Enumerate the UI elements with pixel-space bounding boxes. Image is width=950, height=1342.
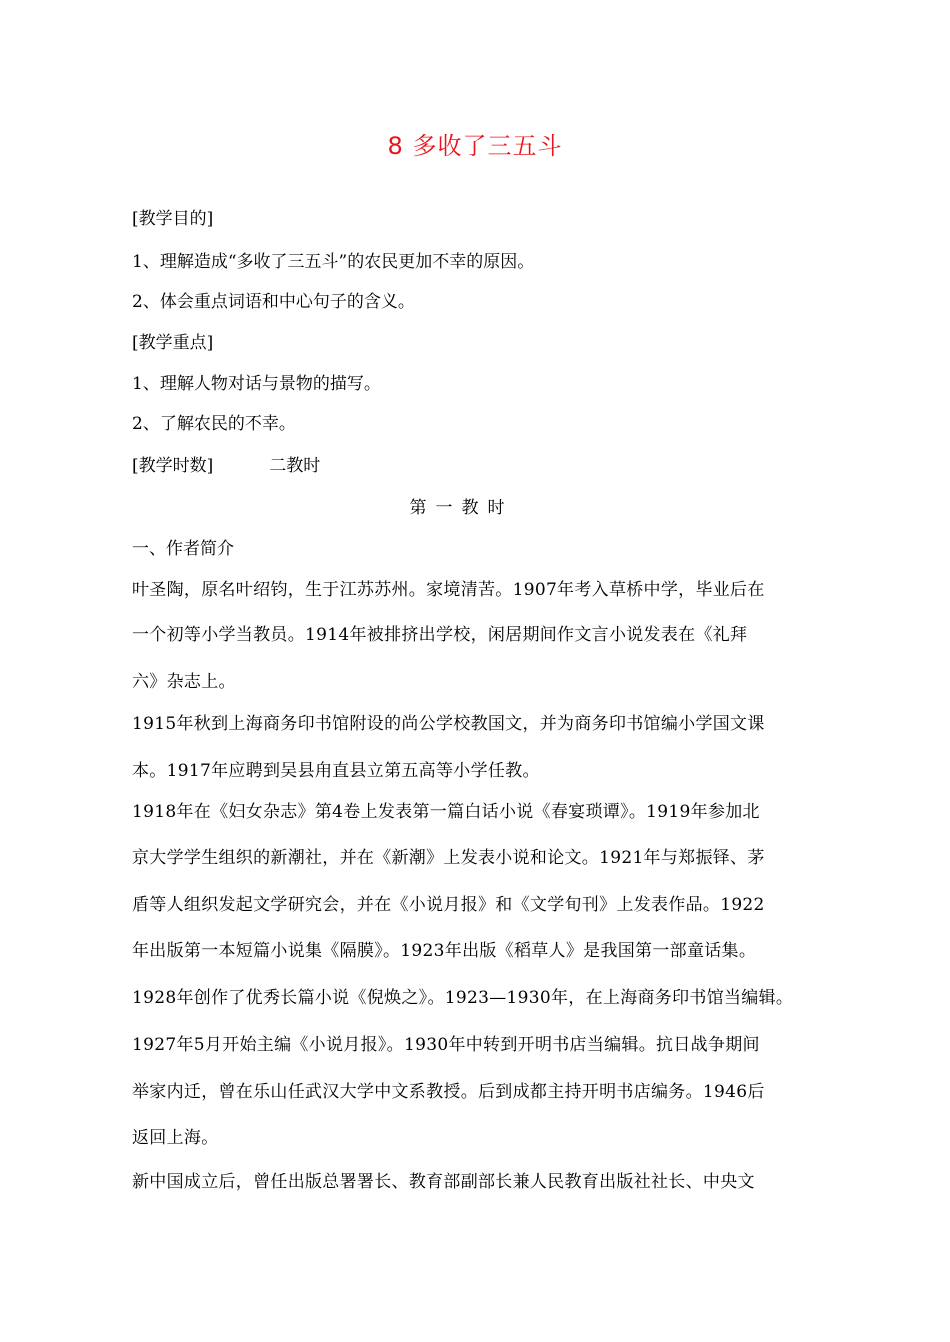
lesson-heading: 第一教时 [409,498,514,518]
goal-item-2: 2、体会重点词语和中心句子的含义。 [132,292,415,312]
teaching-hours [132,454,320,478]
section-heading: 一、作者简介 [132,539,234,559]
body-line: 年出版第一本短篇小说集《隔膜》。1923年出版《稻草人》是我国第一部童话集。 [132,941,757,961]
body-line: 1915年秋到上海商务印书馆附设的尚公学校教国文，并为商务印书馆编小学国文课 [132,714,765,734]
body-line: 盾等人组织发起文学研究会，并在《小说月报》和《文学旬刊》上发表作品。1922 [132,895,765,915]
teaching-hours-label: [教学时数] [132,456,214,476]
body-line: 1928年创作了优秀长篇小说《倪焕之》。1923—1930年，在上海商务印书馆当编辑。 [132,988,794,1008]
key-points-heading: [教学重点] [132,333,214,353]
body-line: 叶圣陶，原名叶绍钧，生于江苏苏州。家境清苦。1907年考入草桥中学，毕业后在 [132,580,765,600]
body-line: 本。1917年应聘到吴县甪直县立第五高等小学任教。 [132,761,540,781]
body-line: 一个初等小学当教员。1914年被排挤出学校，闲居期间作文言小说发表在《礼拜 [132,625,748,645]
key-point-1: 1、理解人物对话与景物的描写。 [132,374,381,394]
goals-heading: [教学目的] [132,209,214,229]
body-line: 1918年在《妇女杂志》第4卷上发表第一篇白话小说《春宴琐谭》。1919年参加北 [132,802,760,822]
body-line: 返回上海。 [132,1128,219,1148]
body-line: 六》杂志上。 [132,672,236,692]
page-title: 8 多收了三五斗 [387,132,563,160]
body-line: 1927年5月开始主编《小说月报》。1930年中转到开明书店当编辑。抗日战争期间 [132,1035,760,1055]
body-line: 京大学学生组织的新潮社，并在《新潮》上发表小说和论文。1921年与郑振铎、茅 [132,848,765,868]
teaching-hours-value: 二教时 [269,456,321,476]
body-line: 新中国成立后，曾任出版总署署长、教育部副部长兼人民教育出版社社长、中央文 [132,1172,755,1192]
goal-item-1: 1、理解造成“多收了三五斗”的农民更加不幸的原因。 [132,252,535,272]
body-line: 举家内迁，曾在乐山任武汉大学中文系教授。后到成都主持开明书店编务。1946后 [132,1082,765,1102]
key-point-2: 2、了解农民的不幸。 [132,414,296,434]
